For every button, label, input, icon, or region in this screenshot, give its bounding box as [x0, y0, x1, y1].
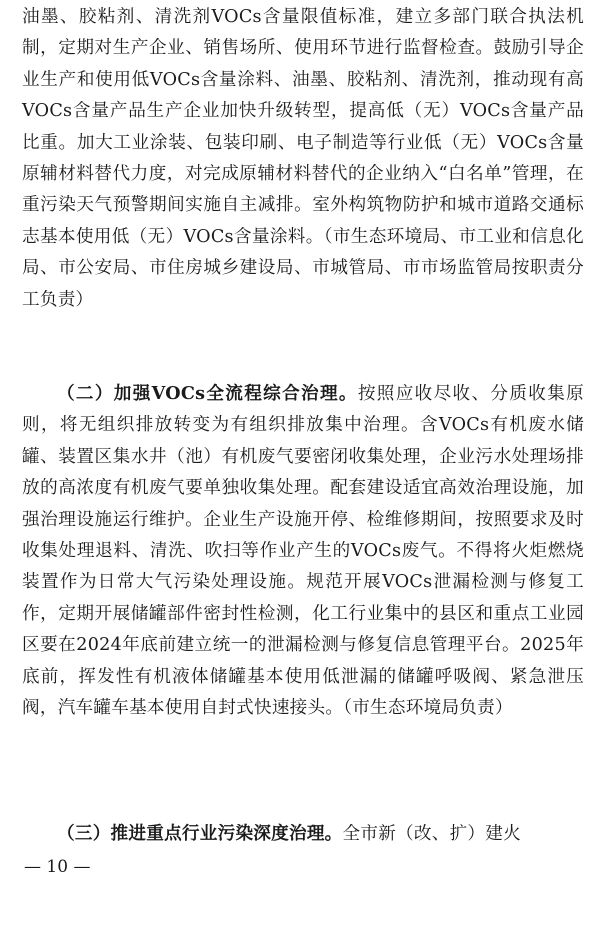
- paragraph-3-text: 全市新（改、扩）建火: [342, 824, 521, 844]
- body-paragraph-3: [22, 818, 584, 850]
- page-number: — 10 —: [24, 857, 91, 877]
- section-heading-2: （二）加强VOCs全流程综合治理。: [57, 383, 358, 404]
- body-paragraph-1: [22, 2, 584, 316]
- section-heading-3: （三）推进重点行业污染深度治理。: [57, 823, 343, 844]
- paragraph-2-text: 按照应收尽收、分质收集原则，将无组织排放转变为有组织排放集中治理。含VOCs有机废水储罐、装置区集水井（池）有机废气要密闭收集处理，企业污水处理场排放的高浓度有机废气要单独收集处理。配套建设适宜高效治理设施，加强治理设施运行维护。企业生产设施开停、检维修期间，按照要求及时收集处理退料、清洗、吹扫等作业产生的VOCs废气。不得将火炬燃烧装置作为日常大气污染处理设施。规范开展VOCs泄漏检测与修复工作，定期开展储罐部件密封性检测，化工行业集中的县区和重点工业园区要在2024年底前建立统一的泄漏检测与修复信息管理平台。2025年底前，挥发性有机液体储罐基本使用低泄漏的储罐呼吸阀、紧急泄压阀，汽车罐车基本使用自封式快速接头。（市生态环境局负责）: [22, 384, 584, 719]
- body-paragraph-2: [22, 378, 584, 724]
- paragraph-1-text: 油墨、胶粘剂、清洗剂VOCs含量限值标准，建立多部门联合执法机制，定期对生产企业、销售场所、使用环节进行监督检查。鼓励引导企业生产和使用低VOCs含量涂料、油墨、胶粘剂、清洗剂，推动现有高VOCs含量产品生产企业加快升级转型，提高低（无）VOCs含量产品比重。加大工业涂装、包装印刷、电子制造等行业低（无）VOCs含量原辅材料替代力度，对完成原辅材料替代的企业纳入“白名单”管理，在重污染天气预警期间实施自主减排。室外构筑物防护和城市道路交通标志基本使用低（无）VOCs含量涂料。（市生态环境局、市工业和信息化局、市公安局、市住房城乡建设局、市城管局、市市场监管局按职责分工负责）: [22, 7, 584, 310]
